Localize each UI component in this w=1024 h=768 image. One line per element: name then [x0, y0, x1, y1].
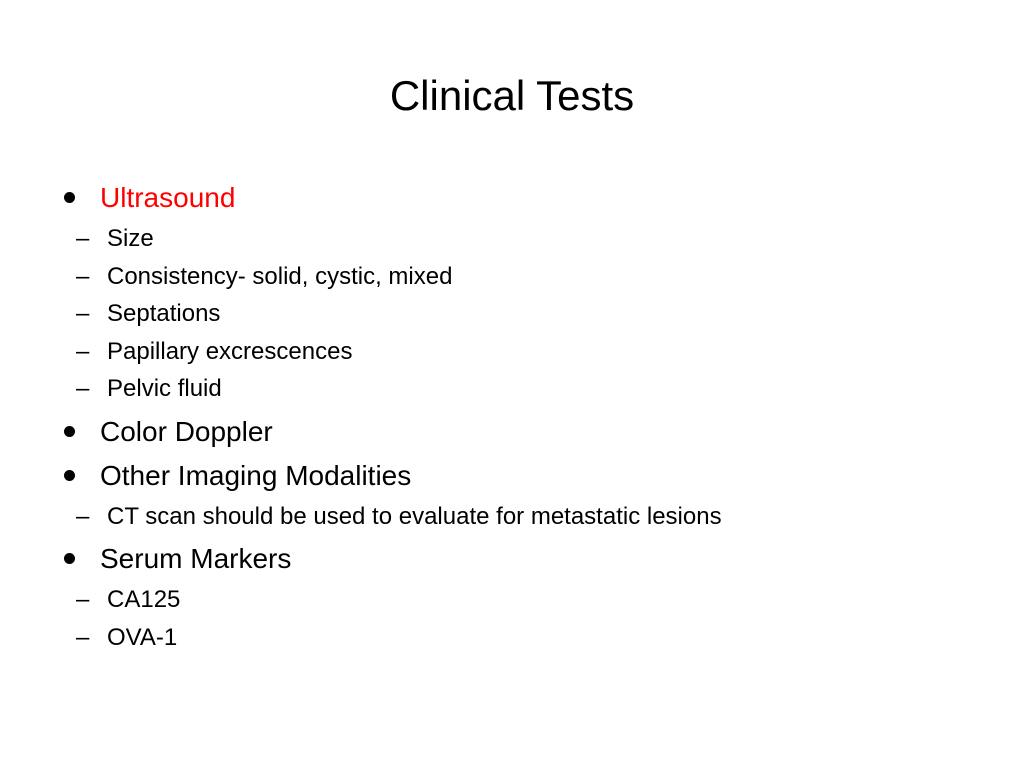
- dash-bullet-icon: –: [76, 337, 90, 365]
- sub-item-text: CT scan should be used to evaluate for metastatic lesions: [107, 502, 722, 530]
- bullet-dot-icon: [64, 426, 75, 437]
- bullet-text: Serum Markers: [100, 543, 292, 574]
- sub-item-text: Consistency- solid, cystic, mixed: [107, 262, 453, 290]
- dash-bullet-icon: –: [76, 586, 90, 613]
- sub-item: [62, 498, 962, 536]
- sub-item-text: Papillary excrescences: [107, 337, 353, 365]
- bullet-item-color-doppler: [62, 410, 962, 454]
- sub-item: [62, 370, 962, 408]
- bullet-text: Other Imaging Modalities: [100, 459, 412, 491]
- sub-item: [62, 295, 962, 333]
- sub-list-ultrasound: [62, 220, 962, 408]
- dash-bullet-icon: –: [76, 502, 90, 530]
- sub-item-text: Septations: [107, 300, 221, 327]
- sub-list-container: [62, 220, 962, 408]
- sub-item: [62, 619, 962, 657]
- sub-item: [62, 333, 962, 371]
- bullet-dot-icon: [64, 192, 75, 203]
- sub-list-container: [62, 498, 962, 536]
- sub-item-text: Size: [107, 225, 154, 252]
- bullet-item-ultrasound: [62, 176, 962, 220]
- bullet-text: Ultrasound: [100, 182, 236, 213]
- bullet-item-other-imaging: [62, 454, 962, 498]
- sub-item-text: Pelvic fluid: [107, 375, 222, 402]
- sub-item: [62, 258, 962, 296]
- sub-item-text: CA125: [107, 586, 181, 613]
- bullet-list: [62, 176, 962, 658]
- sub-item-text: OVA-1: [107, 623, 178, 651]
- sub-list-other-imaging: [62, 498, 962, 536]
- dash-bullet-icon: –: [76, 262, 90, 290]
- bullet-dot-icon: [64, 470, 75, 481]
- sub-list-serum-markers: [62, 581, 962, 656]
- dash-bullet-icon: –: [76, 623, 90, 651]
- sub-list-container: [62, 581, 962, 656]
- dash-bullet-icon: –: [76, 225, 90, 252]
- bullet-dot-icon: [64, 553, 75, 564]
- sub-item: [62, 581, 962, 619]
- slide-title: Clinical Tests: [389, 72, 635, 119]
- dash-bullet-icon: –: [76, 300, 90, 327]
- bullet-text: Color Doppler: [100, 415, 273, 447]
- dash-bullet-icon: –: [76, 375, 90, 402]
- sub-item: [62, 220, 962, 258]
- bullet-item-serum-markers: [62, 537, 962, 581]
